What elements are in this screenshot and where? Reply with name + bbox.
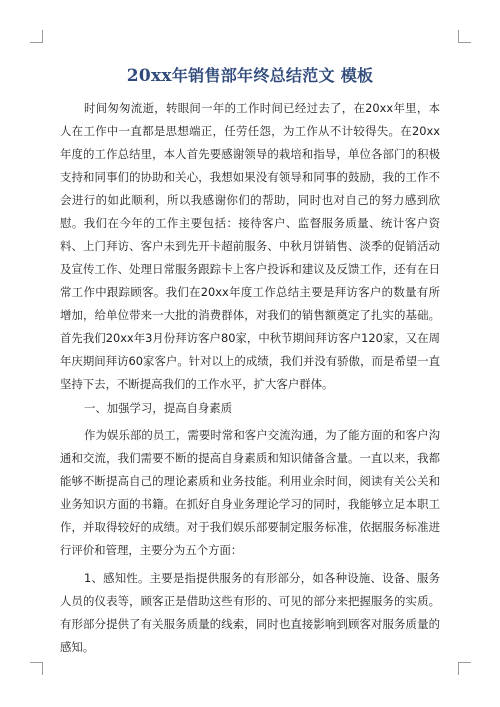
paragraph-perception: 1、感知性。主要是指提供服务的有形部分，如各种设施、设备、服务人员的仪表等，顾客正是借助这些有形的、可见的部分来把握服务的实质。有形部分提供了有关服务质量的线索，同时也直接影响到顾客对服务质量的感知。: [60, 571, 440, 654]
section-heading-1: 一、加强学习，提高自身素质: [84, 401, 233, 415]
crop-mark-bottom-left: [30, 662, 43, 675]
title-year: 20xx: [126, 66, 172, 86]
title-text: 年销售部年终总结范文 模板: [171, 66, 374, 85]
document-body: [60, 97, 440, 659]
crop-mark-bottom-right: [458, 662, 471, 675]
crop-mark-top-left: [30, 30, 43, 43]
paragraph-study: 作为娱乐部的员工，需要时常和客户交流沟通，为了能方面的和客户沟通和交流，我们需要不断的提高自身素质和知识储备含量。一直以来，我都能够不断提高自己的理论素质和业务技能。利用业余时间，阅读有关公关和业务知识方面的书籍。在抓好自身业务理论学习的同时，我能够立足本职工作，并取得较好的成绩。对于我们娱乐部要制定服务标准，依据服务标准进行评价和管理，主要分为五个方面：: [60, 428, 440, 557]
paragraph-intro: 时间匆匆流逝，转眼间一年的工作时间已经过去了，在20xx年里，本人在工作中一直都是思想端正，任劳任怨，为工作从不计较得失。在20xx年度的工作总结里，本人首先要感谢领导的栽培和指导，单位各部门的积极支持和同事们的协助和关心，我想如果没有领导和同事的鼓励，我的工作不会进行的如此顺利，所以我感谢你们的帮助，同时也对自己的努力感到欣慰。我们在今年的工作主要包括：接待客户、监督服务质量、统计客户资料、上门拜访、客户未到先开卡超前服务、中秋月饼销售、淡季的促销活动及宣传工作、处理日常服务跟踪卡上客户投诉和建议及反馈工作，还有在日常工作中跟踪顾客。我们在20xx年度工作总结主要是拜访客户的数量有所增加，给单位带来一大批的消费群体，对我们的销售额奠定了扎实的基础。首先我们20xx年3月份拜访客户80家，中秋节期间拜访客户120家，又在周年庆期间拜访60家客户。针对以上的成绩，我们并没有骄傲，而是希望一直坚持下去，不断提高我们的工作水平，扩大客户群体。: [60, 101, 440, 391]
document-title: [0, 66, 500, 86]
crop-mark-top-right: [458, 30, 471, 43]
